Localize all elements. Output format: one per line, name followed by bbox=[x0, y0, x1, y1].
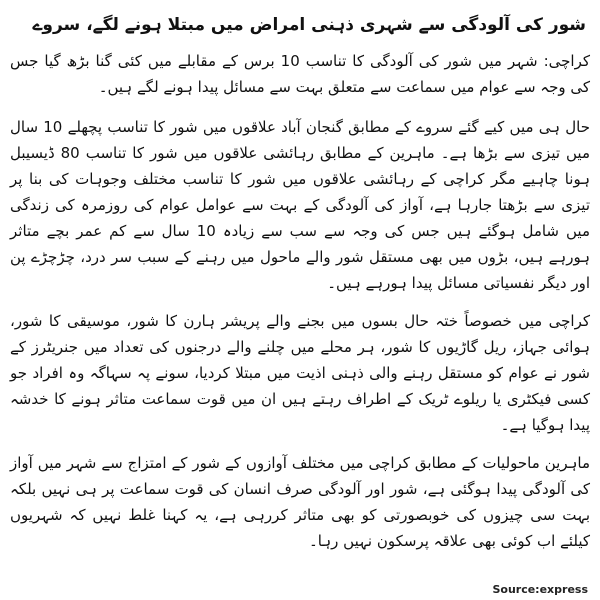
article-paragraph-1: کراچی: شہر میں شور کی آلودگی کا تناسب 10 برس کے مقابلے میں کئی گنا بڑھ گیا جس کی وجہ سے عوام میں سماعت سے متعلق بہت سے مسائل پیدا ہونے لگے ہیں۔ bbox=[10, 52, 590, 96]
article-paragraph-2: حال ہی میں کیے گئے سروے کے مطابق گنجان آباد علاقوں میں شور کا تناسب پچھلے 10 سال میں تیزی سے بڑھا ہے۔ ماہرین کے مطابق رہائشی علاقوں میں شور کا تناسب 80 ڈیسیبل ہونا چاہیے مگر کراچی کے رہائشی علاقوں میں شور کا تناسب مختلف وجوہات کی بنا پر تیزی سے بڑھتا جارہا ہے، آواز کی آلودگی کے بہت سے عوامل عوام کی روزمرہ کی زندگی میں شامل ہوگئے ہیں جس کی وجہ سے سب سے زیادہ 10 سال سے کم عمر بچے متاثر ہورہے ہیں، بڑوں میں بھی مستقل شور والے ماحول میں رہنے کے سبب سر درد، چڑچڑے پن اور دیگر نفسیاتی مسائل پیدا ہورہے ہیں۔ bbox=[10, 118, 590, 292]
article-title: شور کی آلودگی سے شہری ذہنی امراض میں مبتلا ہونے لگے، سروے bbox=[32, 15, 586, 35]
source-credit: Source:express bbox=[492, 583, 588, 596]
article-paragraph-4: ماہرین ماحولیات کے مطابق کراچی میں مختلف آوازوں کے شور کے امتزاج سے شہر میں آواز کی آلودگی پیدا ہوگئی ہے، شور اور آلودگی صرف انسان کی قوت سماعت پر ہی نہیں بلکہ بہت سی چیزوں کی خوبصورتی کو بھی متاثر کررہی ہے، یہ کہنا غلط نہیں کہ شہریوں کیلئے اب کوئی بھی علاقہ پرسکون نہیں رہا۔ bbox=[10, 454, 590, 550]
article-paragraph-3: کراچی میں خصوصاً ختہ حال بسوں میں بجنے والے پریشر ہارن کا شور، موسیقی کا شور، ہوائی جہاز، ریل گاڑیوں کا شور، ہر محلے میں چلنے والے درجنوں کی تعداد میں جنریٹرز کے شور نے عوام کو مستقل رہنے والی ذہنی اذیت میں مبتلا کردیا، سونے پہ سہاگہ وہ افراد جو کسی فیکٹری یا ریلوے ٹریک کے اطراف رہتے ہیں ان میں قوت سماعت متاثر ہونے کا خدشہ پیدا ہوگیا ہے۔ bbox=[10, 312, 590, 434]
